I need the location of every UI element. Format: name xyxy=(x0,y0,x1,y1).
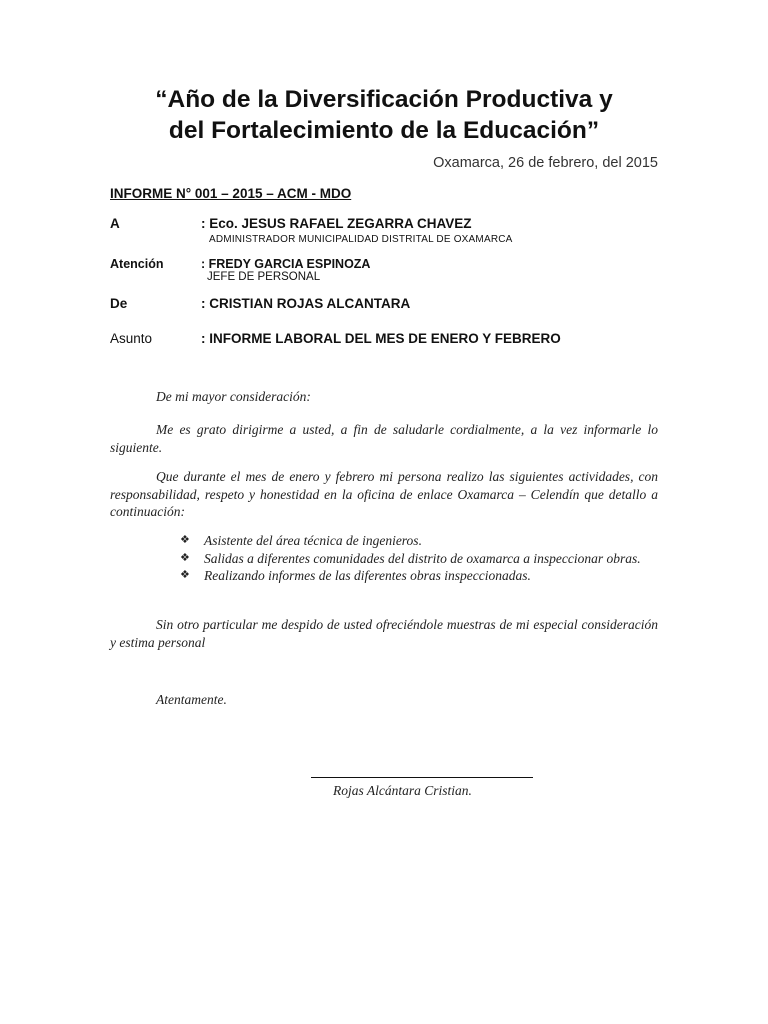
from-label: De xyxy=(110,296,128,311)
list-item xyxy=(180,532,658,550)
diamond-bullet-icon: ❖ xyxy=(180,534,190,546)
to-title: ADMINISTRADOR MUNICIPALIDAD DISTRITAL DE OXAMARCA xyxy=(209,234,513,245)
year-title xyxy=(60,84,708,146)
paragraph-activities-intro: Que durante el mes de enero y febrero mi persona realizo las siguientes actividades, con responsabilidad, respeto y honestidad en la oficina de enlace Oxamarca – Celendín que detallo a continuación: xyxy=(110,469,658,519)
paragraph-intro: Me es grato dirigirme a usted, a fin de saludarle cordialmente, a la vez informarle lo siguiente. xyxy=(110,422,658,455)
report-number: INFORME N° 001 – 2015 – ACM - MDO xyxy=(110,186,352,201)
date-line: Oxamarca, 26 de febrero, del 2015 xyxy=(433,155,658,171)
attention-title: JEFE DE PERSONAL xyxy=(207,271,321,283)
activity-text: Salidas a diferentes comunidades del distrito de oxamarca a inspeccionar obras. xyxy=(204,550,641,566)
greeting: De mi mayor consideración: xyxy=(156,389,311,404)
to-value: : Eco. JESUS RAFAEL ZEGARRA CHAVEZ xyxy=(201,216,472,231)
list-item xyxy=(180,550,658,568)
activity-text: Asistente del área técnica de ingenieros. xyxy=(204,533,422,548)
signature-name: Rojas Alcántara Cristian. xyxy=(333,783,472,798)
to-label: A xyxy=(110,216,120,231)
signoff: Atentamente. xyxy=(156,692,227,707)
attention-value: : FREDY GARCIA ESPINOZA xyxy=(201,257,371,271)
diamond-bullet-icon: ❖ xyxy=(180,551,190,564)
attention-label: Atención xyxy=(110,257,164,271)
subject-label: Asunto xyxy=(110,331,153,346)
year-title-line-2: del Fortalecimiento de la Educación” xyxy=(168,117,600,144)
diamond-bullet-icon: ❖ xyxy=(180,569,190,581)
paragraph-closing: Sin otro particular me despido de usted ofreciéndole muestras de mi especial consideración y estima personal xyxy=(110,617,658,650)
subject-value: : INFORME LABORAL DEL MES DE ENERO Y FEBRERO xyxy=(201,331,561,346)
activity-text: Realizando informes de las diferentes obras inspeccionadas. xyxy=(204,568,531,583)
list-item xyxy=(180,567,658,585)
year-title-line-1: “Año de la Diversificación Productiva y xyxy=(155,86,613,113)
activities-list xyxy=(180,532,658,585)
signature-line xyxy=(311,777,533,778)
from-value: : CRISTIAN ROJAS ALCANTARA xyxy=(201,296,411,311)
